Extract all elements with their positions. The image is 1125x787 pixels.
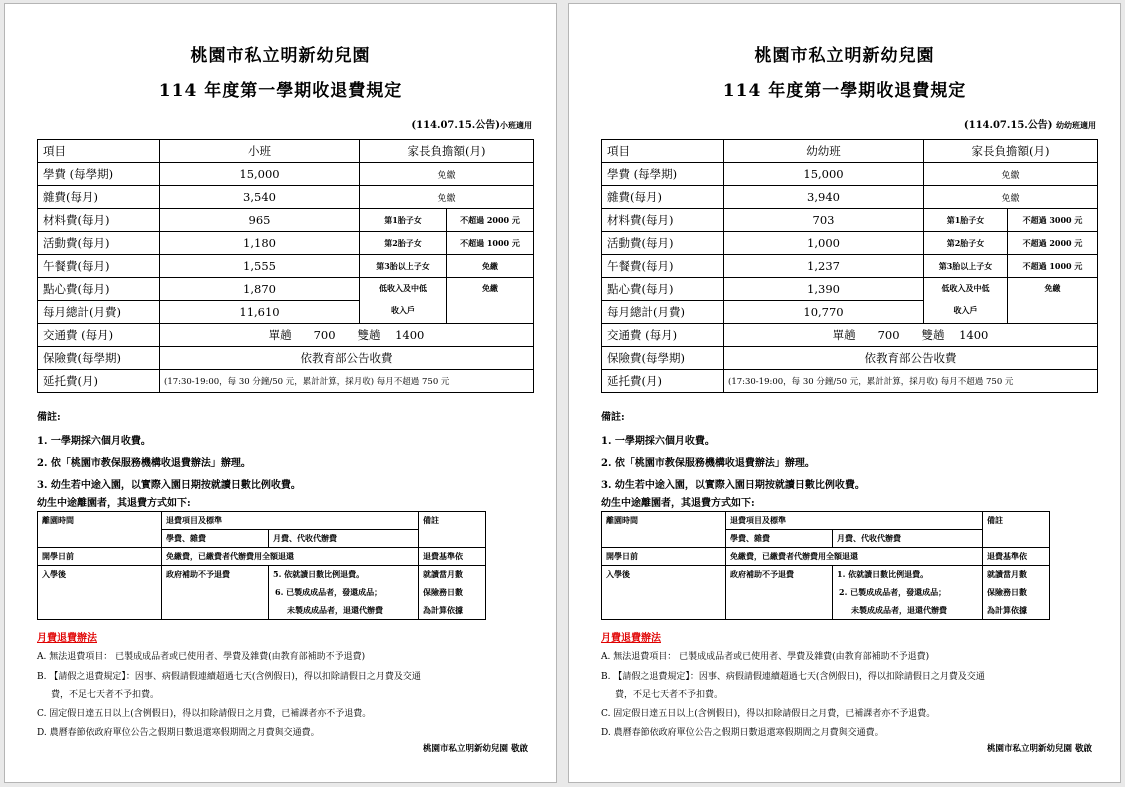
refund-before-value: 免繳費，已繳費者代辦費用全額退還	[162, 548, 419, 566]
fee-notice-page-small-class	[4, 3, 557, 783]
rule-b-cont: 費，不足七天者不予扣費。	[51, 690, 160, 700]
refund-remark: 為計算依據	[419, 602, 486, 620]
transport-value: 單趟 700 雙趟 1400	[160, 324, 534, 347]
row-label: 延托費(月)	[602, 370, 724, 393]
rule-c: C. 固定假日達五日以上(含例假日)，得以扣除請假日之月費，已補課者亦不予退費。	[601, 709, 936, 719]
row-label: 學費 (每學期)	[38, 163, 160, 186]
row-value: 1,180	[160, 232, 360, 255]
table-row	[38, 232, 534, 255]
row-value: 1,000	[724, 232, 924, 255]
refund-remark: 為計算依據	[983, 602, 1050, 620]
row-value: 15,000	[724, 163, 924, 186]
table-row	[38, 255, 534, 278]
refund-after-m1: 5. 依就讀日數比例退費。	[269, 566, 419, 584]
refund-after-tuition: 政府補助不予退費	[726, 566, 833, 620]
row-label: 午餐費(每月)	[602, 255, 724, 278]
row-value: 1,870	[160, 278, 360, 301]
row-label: 每月總計(月費)	[602, 301, 724, 324]
table-row	[38, 163, 534, 186]
table-row	[38, 347, 534, 370]
school-name: 桃園市私立明新幼兒園	[754, 46, 935, 66]
rule-c: C. 固定假日達五日以上(含例假日)，得以扣除請假日之月費，已補課者亦不予退費。	[37, 709, 372, 719]
signature: 桃園市私立明新幼兒園 敬啟	[987, 744, 1092, 754]
row-label: 延托費(月)	[38, 370, 160, 393]
table-row	[602, 232, 1098, 255]
rule-b: B. 【請假之退費規定】：因事、病假請假連續超過七天(含例假日)，得以扣除請假日之月費及交通	[601, 672, 985, 682]
rule-a: A. 無法退費項目： 已製成成品者或已使用者、學費及雜費(由教育部補助不予退費)	[601, 652, 930, 662]
notice-scope: 小班適用	[500, 120, 532, 130]
notice-date: (114.07.15.公告) 幼幼班適用	[963, 120, 1096, 131]
table-row	[38, 140, 534, 163]
refund-h-monthly: 月費、代收代辦費	[269, 530, 419, 548]
table-row	[602, 347, 1098, 370]
row-value: 3,540	[160, 186, 360, 209]
notes-heading: 備註:	[37, 412, 61, 423]
row-tier: 第1胎子女	[360, 209, 447, 232]
header-class: 小班	[160, 140, 360, 163]
refund-remark: 退費基準依	[983, 548, 1050, 566]
header-item: 項目	[38, 140, 160, 163]
table-row	[602, 140, 1098, 163]
row-label: 交通費 (每月)	[38, 324, 160, 347]
transport-value: 單趟 700 雙趟 1400	[724, 324, 1098, 347]
row-label: 點心費(每月)	[602, 278, 724, 301]
row-tier: 第3胎以上子女	[360, 255, 447, 278]
row-label: 材料費(每月)	[602, 209, 724, 232]
rule-d: D. 農曆春節依政府單位公告之假期日數退還寒假期間之月費與交通費。	[37, 728, 320, 738]
row-tier: 低收入及中低 收入戶	[924, 278, 1008, 324]
rule-b-cont: 費，不足七天者不予扣費。	[615, 690, 724, 700]
refund-after-m3: 未製成成品者，退還代辦費	[833, 602, 983, 620]
row-limit: 免繳	[1008, 278, 1098, 324]
row-label: 材料費(每月)	[38, 209, 160, 232]
row-value: 11,610	[160, 301, 360, 324]
row-label: 雜費(每月)	[602, 186, 724, 209]
row-value: (17:30-19:00，每 30 分鐘/50 元，累計計算，採月收) 每月不超過 750 元	[160, 370, 534, 393]
row-label: 保險費(每學期)	[602, 347, 724, 370]
refund-remark: 保險務日數	[983, 584, 1050, 602]
fee-table	[37, 139, 534, 393]
note-4: 幼生中途離園者，其退費方式如下:	[37, 498, 191, 509]
refund-h-items: 退費項目及標準	[162, 512, 419, 530]
table-row	[602, 324, 1098, 347]
fee-notice-page-toddler-class	[568, 3, 1121, 783]
row-limit: 免繳	[447, 278, 534, 324]
note-1: 1. 一學期採六個月收費。	[37, 436, 151, 447]
row-value: 依教育部公告收費	[724, 347, 1098, 370]
row-parent: 免繳	[360, 163, 534, 186]
refund-before-label: 開學日前	[38, 548, 162, 566]
row-tier: 第2胎子女	[924, 232, 1008, 255]
row-value: 1,237	[724, 255, 924, 278]
table-row	[38, 186, 534, 209]
row-value: 1,555	[160, 255, 360, 278]
row-label: 每月總計(月費)	[38, 301, 160, 324]
table-row	[38, 278, 534, 301]
table-row	[38, 324, 534, 347]
table-row	[602, 370, 1098, 393]
monthly-heading: 月費退費辦法	[37, 633, 97, 644]
refund-after-label: 入學後	[38, 566, 162, 620]
header-parent: 家長負擔額(月)	[924, 140, 1098, 163]
note-4: 幼生中途離園者，其退費方式如下:	[601, 498, 755, 509]
row-parent: 免繳	[924, 163, 1098, 186]
row-value: 10,770	[724, 301, 924, 324]
refund-h-tuition: 學費、雜費	[726, 530, 833, 548]
header-item: 項目	[602, 140, 724, 163]
rule-b: B. 【請假之退費規定】：因事、病假請假連續超過七天(含例假日)，得以扣除請假日之月費及交通	[37, 672, 421, 682]
row-label: 點心費(每月)	[38, 278, 160, 301]
refund-table	[37, 511, 486, 620]
row-label: 雜費(每月)	[38, 186, 160, 209]
row-value: (17:30-19:00，每 30 分鐘/50 元，累計計算，採月收) 每月不超過 750 元	[724, 370, 1098, 393]
note-2: 2. 依「桃園市教保服務機構收退費辦法」辦理。	[37, 458, 251, 469]
refund-before-label: 開學日前	[602, 548, 726, 566]
rule-a: A. 無法退費項目： 已製成成品者或已使用者、學費及雜費(由教育部補助不予退費)	[37, 652, 366, 662]
row-label: 學費 (每學期)	[602, 163, 724, 186]
row-label: 活動費(每月)	[602, 232, 724, 255]
row-tier: 第2胎子女	[360, 232, 447, 255]
refund-h-tuition: 學費、雜費	[162, 530, 269, 548]
row-limit: 不超過 2000 元	[447, 209, 534, 232]
refund-after-m2: 6. 已製成成品者，發還成品；	[269, 584, 419, 602]
table-row	[602, 209, 1098, 232]
refund-table	[601, 511, 1050, 620]
notes-heading: 備註:	[601, 412, 625, 423]
refund-after-tuition: 政府補助不予退費	[162, 566, 269, 620]
note-3: 3. 幼生若中途入園，以實際入園日期按就讀日數比例收費。	[37, 480, 301, 491]
row-parent: 免繳	[360, 186, 534, 209]
row-value: 依教育部公告收費	[160, 347, 534, 370]
term-title: 114 年度第一學期收退費規定	[722, 81, 967, 101]
table-row	[602, 278, 1098, 301]
notice-date: (114.07.15.公告)小班適用	[411, 120, 532, 131]
row-value: 3,940	[724, 186, 924, 209]
row-tier: 第3胎以上子女	[924, 255, 1008, 278]
signature: 桃園市私立明新幼兒園 敬啟	[423, 744, 528, 754]
refund-remark: 就讀當月數	[419, 566, 486, 584]
table-row	[38, 370, 534, 393]
row-value: 703	[724, 209, 924, 232]
row-tier: 第1胎子女	[924, 209, 1008, 232]
row-label: 交通費 (每月)	[602, 324, 724, 347]
refund-h-items: 退費項目及標準	[726, 512, 983, 530]
header-class: 幼幼班	[724, 140, 924, 163]
row-value: 1,390	[724, 278, 924, 301]
refund-h-time: 離園時間	[602, 512, 726, 548]
table-row	[38, 209, 534, 232]
row-label: 午餐費(每月)	[38, 255, 160, 278]
fee-table	[601, 139, 1098, 393]
refund-before-value: 免繳費，已繳費者代辦費用全額退還	[726, 548, 983, 566]
header-parent: 家長負擔額(月)	[360, 140, 534, 163]
refund-after-m3: 未製成成品者，退還代辦費	[269, 602, 419, 620]
refund-remark: 保險務日數	[419, 584, 486, 602]
refund-after-m2: 2. 已製成成品者，發還成品；	[833, 584, 983, 602]
row-label: 保險費(每學期)	[38, 347, 160, 370]
refund-remark: 退費基準依	[419, 548, 486, 566]
refund-remark: 就讀當月數	[983, 566, 1050, 584]
refund-after-label: 入學後	[602, 566, 726, 620]
row-value: 15,000	[160, 163, 360, 186]
refund-h-time: 離園時間	[38, 512, 162, 548]
row-limit: 免繳	[447, 255, 534, 278]
refund-h-remark: 備註	[419, 512, 486, 548]
row-limit: 不超過 1000 元	[1008, 255, 1098, 278]
term-title: 114 年度第一學期收退費規定	[158, 81, 403, 101]
note-1: 1. 一學期採六個月收費。	[601, 436, 715, 447]
row-limit: 不超過 3000 元	[1008, 209, 1098, 232]
refund-h-remark: 備註	[983, 512, 1050, 548]
table-row	[602, 186, 1098, 209]
notice-scope: 幼幼班適用	[1056, 120, 1096, 130]
table-row	[602, 255, 1098, 278]
note-3: 3. 幼生若中途入園，以實際入園日期按就讀日數比例收費。	[601, 480, 865, 491]
row-limit: 不超過 2000 元	[1008, 232, 1098, 255]
row-label: 活動費(每月)	[38, 232, 160, 255]
refund-after-m1: 1. 依就讀日數比例退費。	[833, 566, 983, 584]
monthly-heading: 月費退費辦法	[601, 633, 661, 644]
note-2: 2. 依「桃園市教保服務機構收退費辦法」辦理。	[601, 458, 815, 469]
row-parent: 免繳	[924, 186, 1098, 209]
school-name: 桃園市私立明新幼兒園	[190, 46, 371, 66]
row-tier: 低收入及中低 收入戶	[360, 278, 447, 324]
rule-d: D. 農曆春節依政府單位公告之假期日數退還寒假期間之月費與交通費。	[601, 728, 884, 738]
row-value: 965	[160, 209, 360, 232]
row-limit: 不超過 1000 元	[447, 232, 534, 255]
table-row	[602, 163, 1098, 186]
refund-h-monthly: 月費、代收代辦費	[833, 530, 983, 548]
